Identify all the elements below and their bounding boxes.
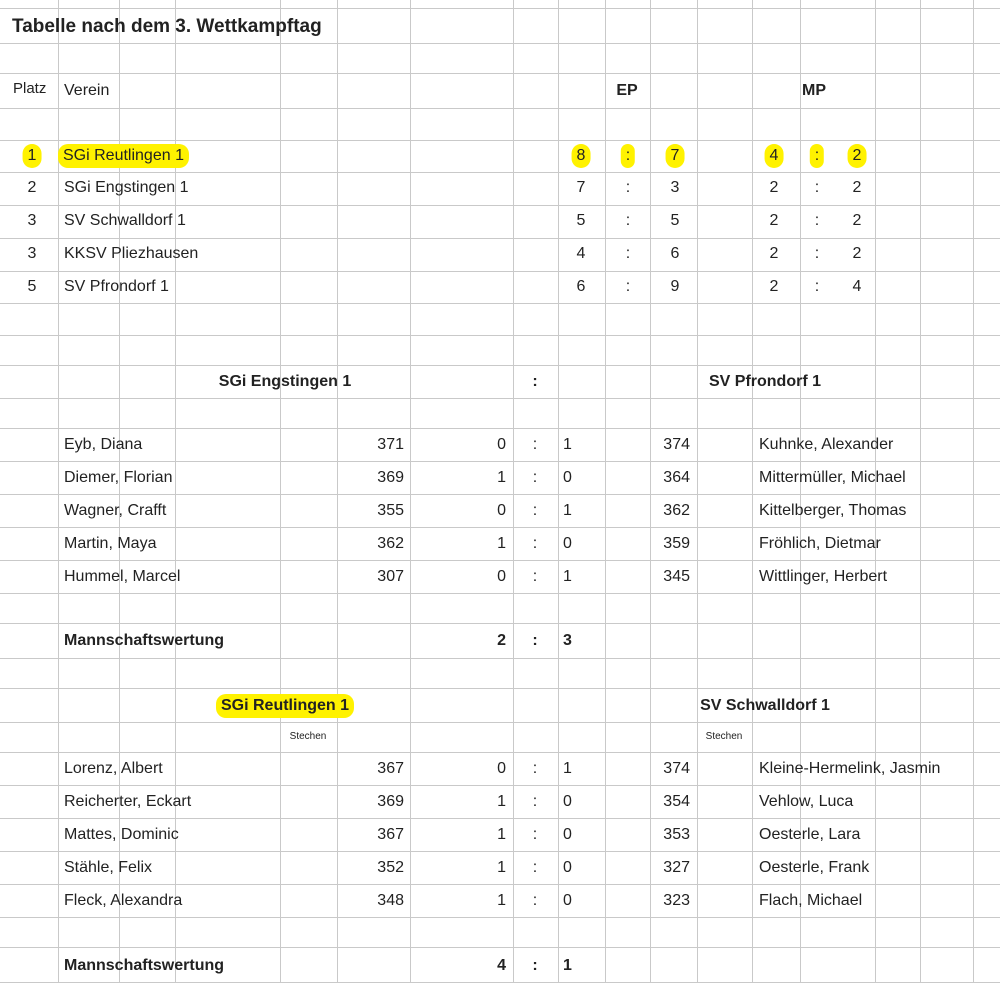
grid-col-line <box>558 0 559 982</box>
bout-home-point: 1 <box>497 859 506 876</box>
page-title: Tabelle nach dem 3. Wettkampftag <box>12 16 322 37</box>
grid-row-line <box>0 365 1000 366</box>
grid-col-line <box>410 0 411 982</box>
bout-away-point: 0 <box>563 892 572 909</box>
grid-row-line <box>0 658 1000 659</box>
match2-home-team: SGi Reutlingen 1 <box>216 694 354 718</box>
bout-home-score: 369 <box>377 793 404 810</box>
header-ep: EP <box>616 82 638 99</box>
grid-col-line <box>973 0 974 982</box>
standing-mp-away: 2 <box>848 144 867 168</box>
bout-away-point: 0 <box>563 859 572 876</box>
bout-away-name: Kleine-Hermelink, Jasmin <box>759 760 941 777</box>
match2-stechen-away: Stechen <box>705 731 743 742</box>
match1-team-home: 2 <box>497 632 506 649</box>
bout-home-score: 362 <box>377 535 404 552</box>
match1-home-team: SGi Engstingen 1 <box>218 373 352 390</box>
bout-point-sep: : <box>532 568 538 585</box>
bout-point-sep: : <box>532 826 538 843</box>
standing-platz: 3 <box>27 245 37 262</box>
grid-row-line <box>0 623 1000 624</box>
standing-ep-home: 4 <box>576 245 586 262</box>
grid-row-line <box>0 238 1000 239</box>
bout-home-point: 0 <box>497 568 506 585</box>
match2-stechen-home: Stechen <box>289 731 327 742</box>
grid-row-line <box>0 593 1000 594</box>
bout-away-score: 364 <box>663 469 690 486</box>
bout-away-point: 1 <box>563 568 572 585</box>
grid-row-line <box>0 303 1000 304</box>
grid-row-line <box>0 73 1000 74</box>
match2-team-home: 4 <box>497 957 506 974</box>
grid-col-line <box>513 0 514 982</box>
bout-away-score: 345 <box>663 568 690 585</box>
grid-row-line <box>0 461 1000 462</box>
bout-home-score: 369 <box>377 469 404 486</box>
grid-col-line <box>605 0 606 982</box>
match2-team-sep: : <box>532 957 538 974</box>
bout-home-point: 0 <box>497 502 506 519</box>
bout-away-score: 374 <box>663 760 690 777</box>
grid-row-line <box>0 43 1000 44</box>
grid-row-line <box>0 494 1000 495</box>
standing-ep-home: 8 <box>572 144 591 168</box>
bout-away-score: 327 <box>663 859 690 876</box>
bout-point-sep: : <box>532 502 538 519</box>
bout-home-name: Mattes, Dominic <box>64 826 179 843</box>
bout-home-score: 367 <box>377 826 404 843</box>
standing-mp-away: 2 <box>852 179 862 196</box>
standing-mp-home: 4 <box>765 144 784 168</box>
bout-away-score: 362 <box>663 502 690 519</box>
bout-away-point: 1 <box>563 436 572 453</box>
standing-ep-home: 5 <box>576 212 586 229</box>
standing-verein: SV Schwalldorf 1 <box>64 212 186 229</box>
standing-verein: SGi Reutlingen 1 <box>58 144 189 168</box>
standing-ep-sep: : <box>625 212 631 229</box>
header-platz: Platz <box>13 80 47 97</box>
standing-ep-away: 7 <box>666 144 685 168</box>
grid-col-line <box>280 0 281 982</box>
standing-mp-home: 2 <box>769 278 779 295</box>
grid-row-line <box>0 8 1000 9</box>
bout-home-name: Fleck, Alexandra <box>64 892 183 909</box>
standing-mp-away: 2 <box>852 212 862 229</box>
bout-away-name: Wittlinger, Herbert <box>759 568 888 585</box>
standing-ep-away: 6 <box>670 245 680 262</box>
bout-home-score: 352 <box>377 859 404 876</box>
standing-ep-sep: : <box>625 245 631 262</box>
grid-row-line <box>0 722 1000 723</box>
bout-home-name: Martin, Maya <box>64 535 157 552</box>
standing-ep-sep: : <box>625 278 631 295</box>
standing-mp-sep: : <box>814 278 820 295</box>
bout-away-score: 359 <box>663 535 690 552</box>
bout-point-sep: : <box>532 859 538 876</box>
bout-home-point: 1 <box>497 469 506 486</box>
grid-row-line <box>0 172 1000 173</box>
standing-ep-away: 3 <box>670 179 680 196</box>
standing-ep-away: 5 <box>670 212 680 229</box>
match1-team-sep: : <box>532 632 538 649</box>
grid-row-line <box>0 335 1000 336</box>
bout-away-name: Vehlow, Luca <box>759 793 854 810</box>
standing-mp-home: 2 <box>769 179 779 196</box>
bout-away-score: 354 <box>663 793 690 810</box>
bout-away-name: Oesterle, Lara <box>759 826 861 843</box>
standing-mp-sep: : <box>814 179 820 196</box>
grid-row-line <box>0 428 1000 429</box>
standing-mp-home: 2 <box>769 245 779 262</box>
bout-home-score: 307 <box>377 568 404 585</box>
bout-home-score: 355 <box>377 502 404 519</box>
standing-verein: SV Pfrondorf 1 <box>64 278 169 295</box>
standing-platz: 2 <box>27 179 37 196</box>
bout-home-name: Eyb, Diana <box>64 436 143 453</box>
bout-home-score: 367 <box>377 760 404 777</box>
bout-home-point: 1 <box>497 535 506 552</box>
bout-home-name: Stähle, Felix <box>64 859 153 876</box>
bout-away-name: Oesterle, Frank <box>759 859 870 876</box>
standing-mp-away: 4 <box>852 278 862 295</box>
grid-row-line <box>0 851 1000 852</box>
grid-row-line <box>0 947 1000 948</box>
bout-away-point: 0 <box>563 535 572 552</box>
bout-away-point: 0 <box>563 826 572 843</box>
bout-away-point: 1 <box>563 760 572 777</box>
grid-col-line <box>875 0 876 982</box>
bout-home-name: Diemer, Florian <box>64 469 173 486</box>
standing-ep-away: 9 <box>670 278 680 295</box>
standing-ep-sep: : <box>621 144 635 168</box>
grid-col-line <box>697 0 698 982</box>
match1-team-label: Mannschaftswertung <box>64 632 225 649</box>
match2-away-team: SV Schwalldorf 1 <box>700 697 830 714</box>
bout-away-score: 353 <box>663 826 690 843</box>
grid-row-line <box>0 205 1000 206</box>
grid-col-line <box>752 0 753 982</box>
bout-home-name: Hummel, Marcel <box>64 568 181 585</box>
standing-mp-sep: : <box>814 212 820 229</box>
match1-team-away: 3 <box>563 632 572 649</box>
bout-away-score: 374 <box>663 436 690 453</box>
bout-home-point: 1 <box>497 793 506 810</box>
grid-row-line <box>0 785 1000 786</box>
standing-mp-sep: : <box>810 144 824 168</box>
bout-home-point: 0 <box>497 760 506 777</box>
grid-row-line <box>0 560 1000 561</box>
standing-verein: KKSV Pliezhausen <box>64 245 199 262</box>
bout-away-name: Kittelberger, Thomas <box>759 502 907 519</box>
bout-point-sep: : <box>532 793 538 810</box>
bout-home-point: 0 <box>497 436 506 453</box>
bout-away-point: 1 <box>563 502 572 519</box>
header-mp: MP <box>802 82 826 99</box>
bout-away-point: 0 <box>563 469 572 486</box>
bout-away-point: 0 <box>563 793 572 810</box>
grid-row-line <box>0 818 1000 819</box>
bout-away-name: Flach, Michael <box>759 892 863 909</box>
bout-point-sep: : <box>532 469 538 486</box>
match1-away-team: SV Pfrondorf 1 <box>708 373 822 390</box>
bout-home-name: Reicherter, Eckart <box>64 793 192 810</box>
bout-home-point: 1 <box>497 826 506 843</box>
bout-point-sep: : <box>532 892 538 909</box>
standing-mp-home: 2 <box>769 212 779 229</box>
bout-point-sep: : <box>532 535 538 552</box>
grid-col-line <box>920 0 921 982</box>
grid-row-line <box>0 108 1000 109</box>
bout-home-name: Lorenz, Albert <box>64 760 163 777</box>
grid-row-line <box>0 398 1000 399</box>
grid-row-line <box>0 917 1000 918</box>
bout-home-point: 1 <box>497 892 506 909</box>
bout-away-name: Kuhnke, Alexander <box>759 436 894 453</box>
standing-mp-away: 2 <box>852 245 862 262</box>
standing-platz: 5 <box>27 278 37 295</box>
bout-point-sep: : <box>532 436 538 453</box>
bout-point-sep: : <box>532 760 538 777</box>
standing-platz: 1 <box>23 144 42 168</box>
grid-col-line <box>650 0 651 982</box>
standing-verein: SGi Engstingen 1 <box>64 179 189 196</box>
header-verein: Verein <box>64 82 110 99</box>
standing-ep-home: 7 <box>576 179 586 196</box>
grid-col-line <box>337 0 338 982</box>
grid-row-line <box>0 884 1000 885</box>
standing-mp-sep: : <box>814 245 820 262</box>
bout-away-score: 323 <box>663 892 690 909</box>
match2-team-label: Mannschaftswertung <box>64 957 225 974</box>
bout-home-score: 371 <box>377 436 404 453</box>
bout-home-score: 348 <box>377 892 404 909</box>
grid-row-line <box>0 752 1000 753</box>
match1-separator: : <box>532 373 538 390</box>
grid-row-line <box>0 527 1000 528</box>
bout-away-name: Fröhlich, Dietmar <box>759 535 881 552</box>
standing-platz: 3 <box>27 212 37 229</box>
standing-ep-sep: : <box>625 179 631 196</box>
grid-row-line <box>0 271 1000 272</box>
grid-row-line <box>0 140 1000 141</box>
grid-row-line <box>0 688 1000 689</box>
bout-home-name: Wagner, Crafft <box>64 502 167 519</box>
standing-ep-home: 6 <box>576 278 586 295</box>
match2-team-away: 1 <box>563 957 572 974</box>
bout-away-name: Mittermüller, Michael <box>759 469 906 486</box>
